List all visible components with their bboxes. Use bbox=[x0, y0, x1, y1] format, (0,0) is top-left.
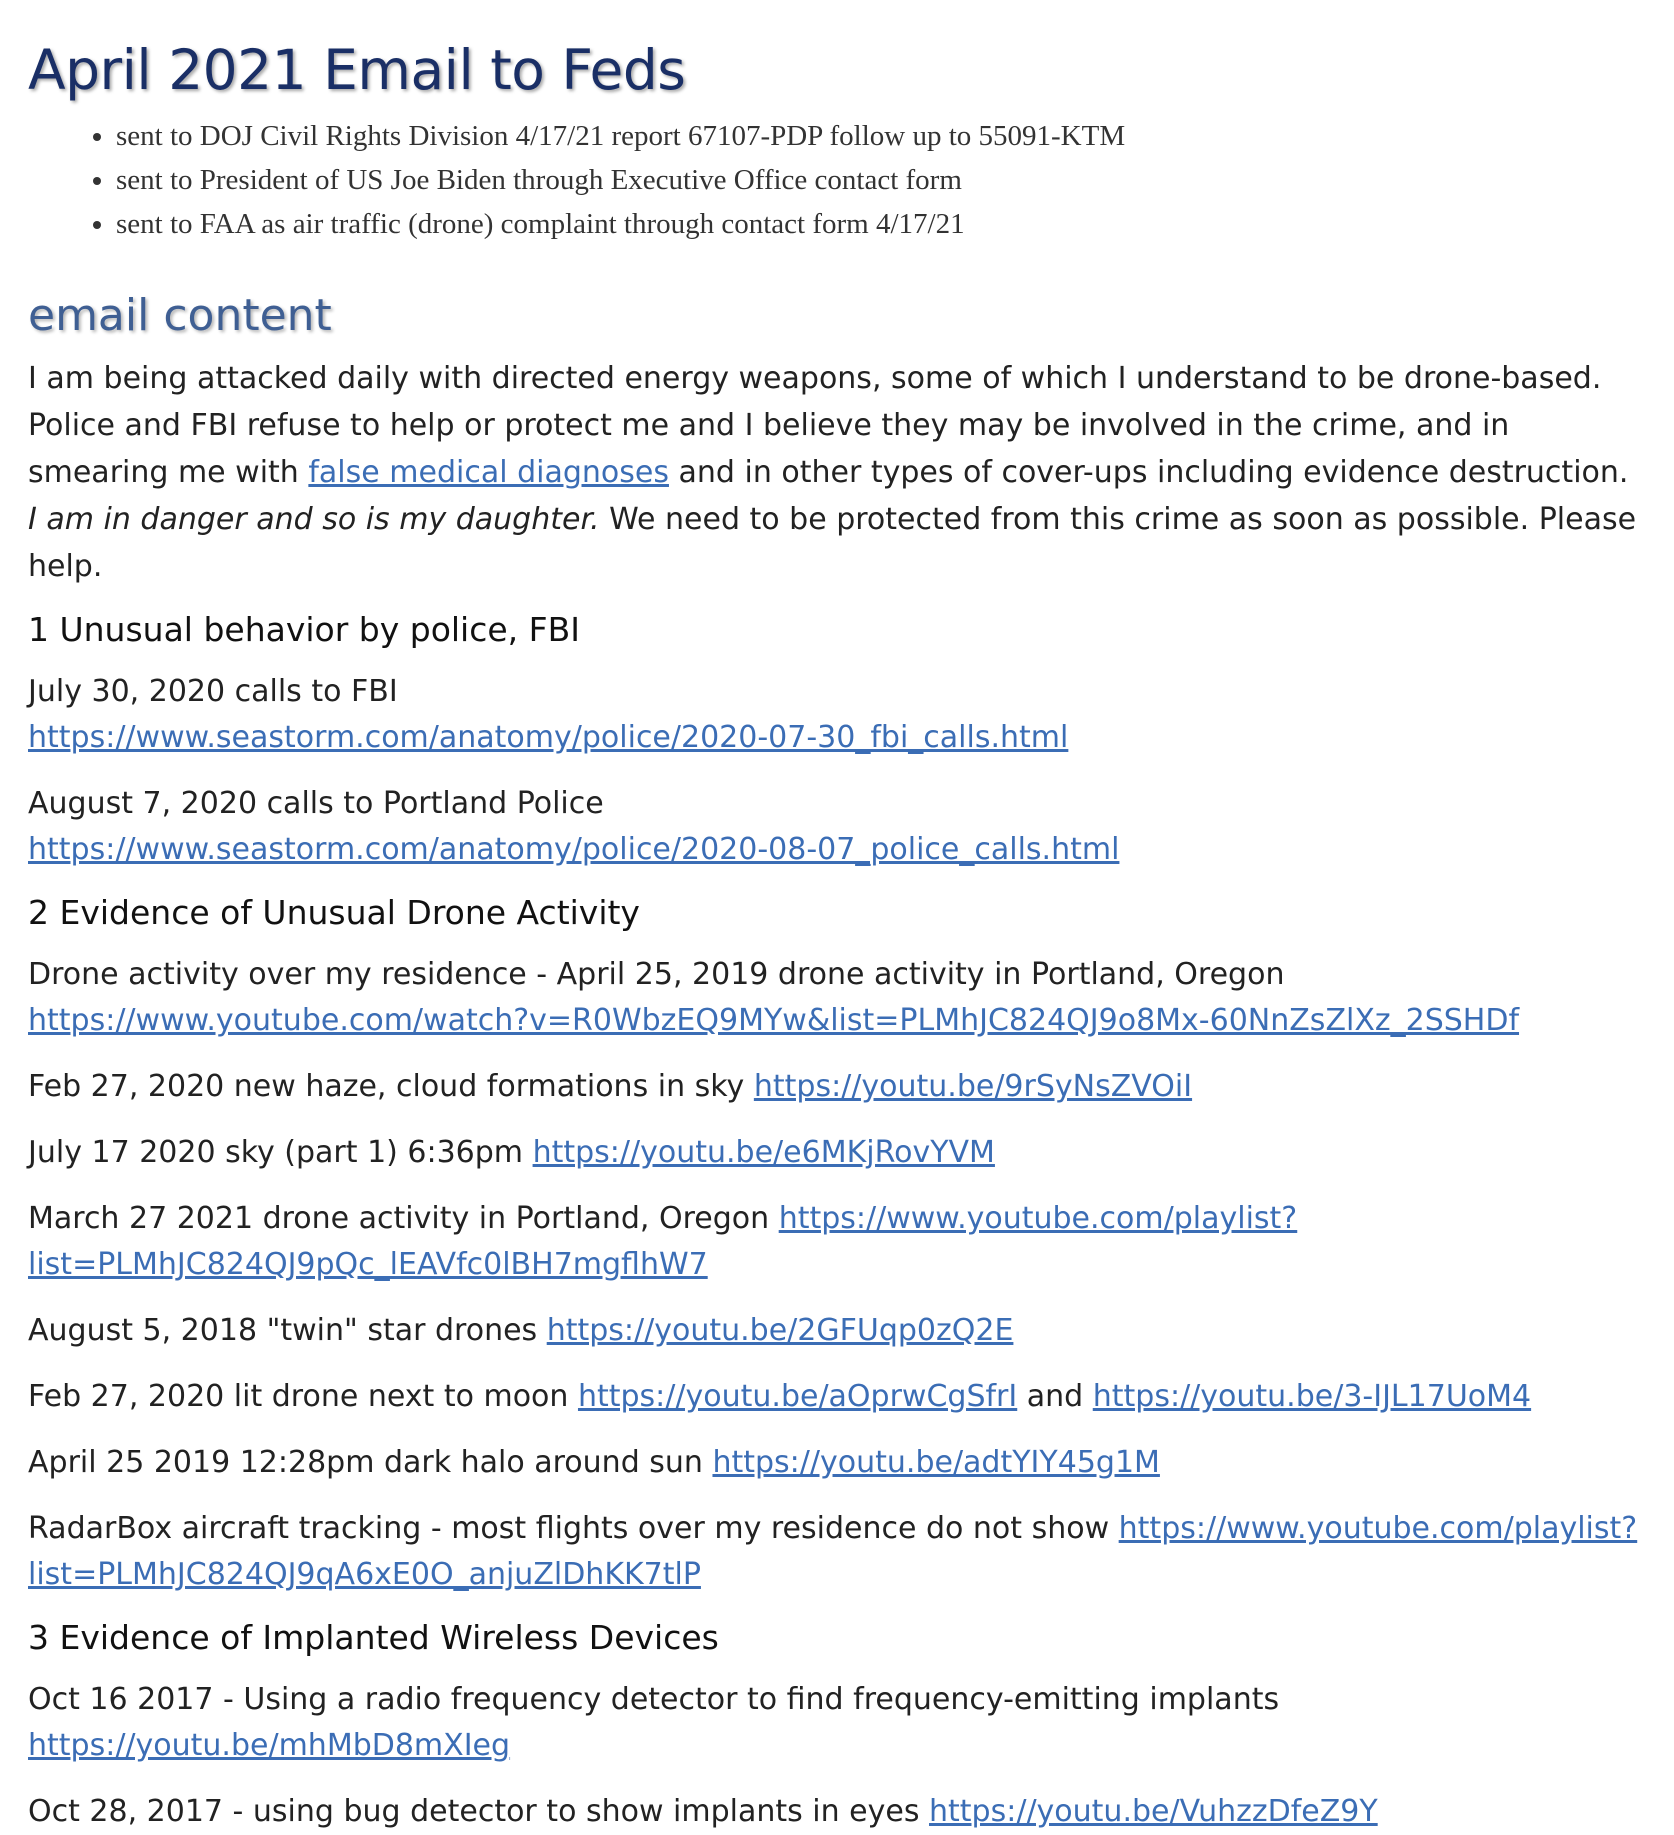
sent-list-item: • sent to DOJ Civil Rights Division 4/17/21 report 67107-PDP follow up to 55091-KTM bbox=[116, 114, 1646, 158]
item-text: Oct 28, 2017 - using bug detector to show implants in eyes bbox=[28, 1794, 930, 1829]
section-2-item bbox=[28, 1506, 1646, 1598]
item-link[interactable]: https://www.seastorm.com/anatomy/police/2020-08-07_police_calls.html bbox=[28, 832, 1120, 867]
item-link[interactable]: https://youtu.be/e6MKjRovYVM bbox=[532, 1135, 995, 1170]
item-link[interactable]: https://www.youtube.com/playlist?list=PLMhJC824QJ9pQc_lEAVfc0lBH7mgflhW7 bbox=[28, 1201, 1298, 1282]
item-text: Feb 27, 2020 lit drone next to moon bbox=[28, 1379, 578, 1414]
intro-text-2: and in other types of cover-ups including evidence destruction. bbox=[668, 455, 1629, 490]
item-text: July 30, 2020 calls to FBI bbox=[28, 674, 398, 709]
item-text: Oct 16 2017 - Using a radio frequency detector to find frequency-emitting implants bbox=[28, 1682, 1280, 1717]
item-text: August 5, 2018 "twin" star drones bbox=[28, 1313, 547, 1348]
item-text: July 17 2020 sky (part 1) 6:36pm bbox=[28, 1135, 533, 1170]
item-text: Feb 27, 2020 new haze, cloud formations in sky bbox=[28, 1069, 754, 1104]
item-link[interactable]: https://www.seastorm.com/anatomy/police/2020-07-30_fbi_calls.html bbox=[28, 720, 1069, 755]
section-1-item bbox=[28, 781, 1646, 873]
section-2-item bbox=[28, 952, 1646, 1044]
item-text: August 7, 2020 calls to Portland Police bbox=[28, 786, 604, 821]
item-link-2[interactable]: https://youtu.be/3-IJL17UoM4 bbox=[1092, 1379, 1532, 1414]
section-2-item bbox=[28, 1440, 1646, 1486]
item-link[interactable]: https://youtu.be/2GFUqp0zQ2E bbox=[546, 1313, 1014, 1348]
page-title: April 2021 Email to Feds bbox=[28, 38, 686, 102]
item-link[interactable]: https://www.youtube.com/playlist?list=PLMhJC824QJ9qA6xE0O_anjuZlDhKK7tlP bbox=[28, 1511, 1638, 1592]
sent-list-item: • sent to FAA as air traffic (drone) complaint through contact form 4/17/21 bbox=[116, 202, 1646, 246]
sent-list bbox=[28, 114, 1646, 246]
email-intro-paragraph bbox=[28, 355, 1646, 590]
section-2-item bbox=[28, 1064, 1646, 1110]
intro-emphasis: I am in danger and so is my daughter. bbox=[28, 502, 600, 537]
section-1-item bbox=[28, 669, 1646, 761]
false-medical-diagnoses-link[interactable]: false medical diagnoses bbox=[308, 455, 669, 490]
item-text: March 27 2021 drone activity in Portland, Oregon bbox=[28, 1201, 779, 1236]
item-link[interactable]: https://www.youtube.com/watch?v=R0WbzEQ9MYw&list=PLMhJC824QJ9o8Mx-60NnZsZlXz_2SSHDf bbox=[28, 1003, 1520, 1038]
intro-text-1: I am being attacked daily with directed energy weapons, some of which I understand to be drone-based. Police and FBI refuse to help or protect me and I believe they may be involved in the crime, and in smearing me with bbox=[28, 361, 1602, 490]
email-content-heading: email content bbox=[28, 290, 332, 341]
section-2-heading: 2 Evidence of Unusual Drone Activity bbox=[28, 893, 640, 932]
section-1-heading: 1 Unusual behavior by police, FBI bbox=[28, 610, 581, 649]
section-2-item bbox=[28, 1130, 1646, 1176]
section-2-item bbox=[28, 1374, 1646, 1420]
item-link[interactable]: https://youtu.be/9rSyNsZVOiI bbox=[753, 1069, 1193, 1104]
item-text: RadarBox aircraft tracking - most flights over my residence do not show bbox=[28, 1511, 1119, 1546]
item-joiner: and bbox=[1017, 1379, 1093, 1414]
section-3-item bbox=[28, 1789, 1646, 1835]
item-text: April 25 2019 12:28pm dark halo around sun bbox=[28, 1445, 713, 1480]
item-link[interactable]: https://youtu.be/aOprwCgSfrI bbox=[577, 1379, 1018, 1414]
intro-text-3: We need to be protected from this crime as soon as possible. Please help. bbox=[28, 502, 1637, 584]
sent-list-item: • sent to President of US Joe Biden through Executive Office contact form bbox=[116, 158, 1646, 202]
item-link[interactable]: https://youtu.be/mhMbD8mXIeg bbox=[28, 1728, 511, 1763]
item-link[interactable]: https://youtu.be/VuhzzDfeZ9Y bbox=[929, 1794, 1378, 1829]
section-2-item bbox=[28, 1196, 1646, 1288]
section-3-heading: 3 Evidence of Implanted Wireless Devices bbox=[28, 1618, 719, 1657]
section-3-item bbox=[28, 1677, 1646, 1769]
section-2-item bbox=[28, 1308, 1646, 1354]
item-link[interactable]: https://youtu.be/adtYIY45g1M bbox=[712, 1445, 1160, 1480]
item-text: Drone activity over my residence - April 25, 2019 drone activity in Portland, Oregon bbox=[28, 957, 1285, 992]
